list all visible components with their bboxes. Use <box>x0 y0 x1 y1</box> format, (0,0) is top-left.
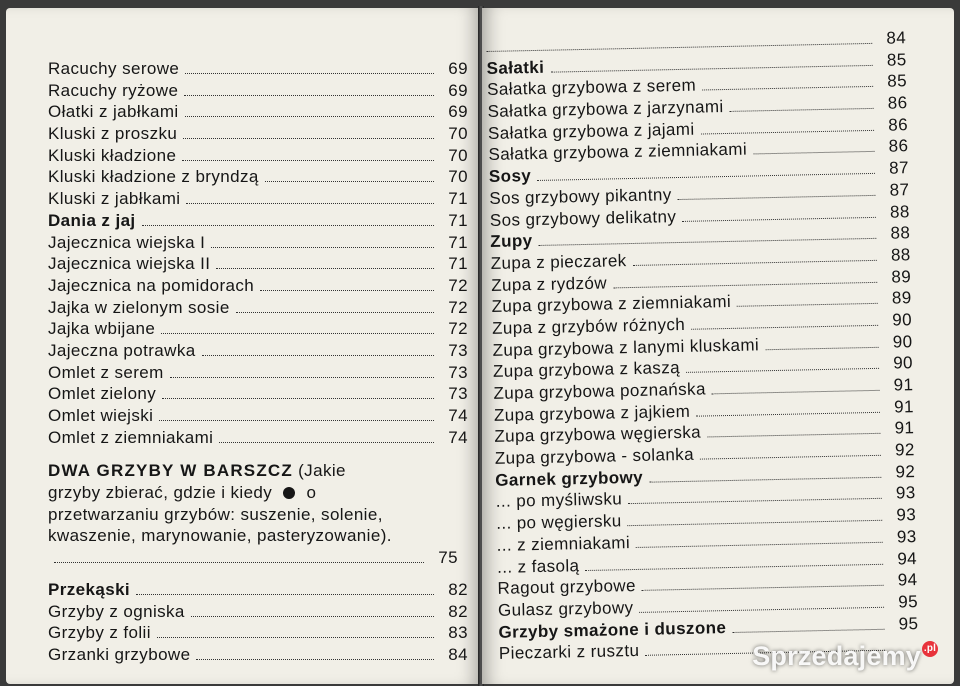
left-toc-entry <box>48 188 468 210</box>
left-toc-entry <box>48 601 468 623</box>
entry-page-number: 89 <box>891 266 912 287</box>
left-toc-entry <box>48 383 468 405</box>
dot-leader <box>640 607 885 613</box>
section-page-number: 75 <box>438 548 458 568</box>
entry-page-number: 93 <box>895 483 916 503</box>
entry-title: ... po myśliwsku <box>495 489 623 512</box>
entry-title: Zupa grzybowa z kaszą <box>492 358 681 382</box>
entry-page-number: 69 <box>448 59 468 78</box>
entry-title: Kluski z jabłkami <box>48 189 181 209</box>
entry-page-number: 71 <box>448 232 468 252</box>
dot-leader <box>765 346 878 349</box>
dot-leader <box>236 312 434 313</box>
dot-leader <box>691 325 878 330</box>
entry-page-number: 71 <box>448 254 468 274</box>
entry-page-number: 69 <box>448 80 468 100</box>
entry-title: Jajka wbijane <box>48 319 156 339</box>
entry-page-number: 93 <box>896 505 917 525</box>
watermark-text: Sprzedajemy <box>752 641 921 671</box>
dot-leader <box>216 268 434 269</box>
entry-title: Omlet z serem <box>48 362 164 382</box>
dot-leader <box>696 412 880 417</box>
entry-title: Zupa grzybowa z jajkiem <box>493 401 691 425</box>
entry-title: Grzyby z folii <box>48 623 151 643</box>
left-section-heading <box>48 210 468 232</box>
dot-leader <box>753 151 874 155</box>
entry-page-number: 92 <box>894 440 915 460</box>
entry-title: Grzyby z ogniska <box>48 601 185 621</box>
entry-page-number: 90 <box>893 353 914 373</box>
entry-title: Omlet wiejski <box>48 406 154 425</box>
entry-page-number: 71 <box>448 189 468 209</box>
dot-leader <box>633 260 877 266</box>
left-entries-bottom <box>48 579 468 666</box>
entry-title: Zupa z grzybów różnych <box>491 314 686 338</box>
entry-title: ... z fasolą <box>496 555 580 577</box>
left-toc-entry <box>48 427 468 449</box>
entry-page-number: 72 <box>448 275 468 295</box>
entry-title: Omlet z ziemniakami <box>48 427 214 447</box>
entry-title: Jajka w zielonym sosie <box>48 297 230 317</box>
entry-title: Sosy <box>488 166 532 187</box>
left-toc-entry <box>48 145 468 167</box>
dot-leader <box>737 303 878 307</box>
entry-page-number: 85 <box>886 49 907 70</box>
entry-title: Sałatka grzybowa z ziemniakami <box>488 139 748 165</box>
entry-page-number: 92 <box>895 461 916 482</box>
entry-title: Racuchy serowe <box>48 59 180 78</box>
dot-leader <box>186 203 434 204</box>
entry-page-number: 71 <box>448 210 468 230</box>
right-toc <box>486 27 919 665</box>
entry-page-number: 73 <box>448 362 468 382</box>
dot-leader <box>678 195 876 200</box>
dot-leader <box>700 455 881 460</box>
dot-leader <box>686 368 879 373</box>
left-section-heading <box>48 579 468 601</box>
left-toc <box>48 58 468 666</box>
entry-title: Sos grzybowy pikantny <box>489 184 672 208</box>
dot-leader <box>730 108 874 112</box>
dot-leader <box>162 398 434 399</box>
entry-page-number: 94 <box>897 570 918 590</box>
entry-page-number: 73 <box>448 384 468 404</box>
watermark-suffix: .pl <box>922 641 938 657</box>
entry-page-number: 88 <box>889 201 910 222</box>
left-toc-entry <box>48 318 468 340</box>
entry-title: ... po węgiersku <box>496 511 622 534</box>
entry-title: Zupa grzybowa z lanymi kluskami <box>492 334 760 360</box>
entry-title: Sałatka grzybowa z serem <box>486 75 697 100</box>
entry-page-number: 84 <box>448 644 468 664</box>
entry-title: Kluski z proszku <box>48 124 178 144</box>
entry-title: ... z ziemniakami <box>496 532 631 555</box>
left-toc-entry <box>48 58 468 80</box>
left-toc-entry <box>48 405 468 427</box>
entry-page-number: 91 <box>894 418 915 438</box>
left-toc-entry <box>48 166 468 188</box>
entry-page-number: 70 <box>448 124 468 144</box>
left-toc-entry <box>48 275 468 297</box>
dot-leader <box>184 95 434 96</box>
entry-page-number: 83 <box>448 623 468 643</box>
entry-title: Kluski kładzione z bryndzą <box>48 167 259 187</box>
dot-leader <box>202 355 434 356</box>
dot-leader <box>211 247 434 248</box>
entry-title: Gulasz grzybowy <box>497 597 634 620</box>
dot-leader <box>702 86 873 91</box>
entry-page-number: 73 <box>448 340 468 360</box>
dot-leader <box>182 160 434 161</box>
entry-title: Sałatki <box>486 57 545 78</box>
entry-title: Zupa grzybowa - solanka <box>494 444 695 468</box>
dot-leader <box>682 216 876 221</box>
entry-page-number: 90 <box>892 331 913 352</box>
entry-page-number: 90 <box>892 310 913 330</box>
entry-page-number: 86 <box>888 114 909 135</box>
entry-page-number: 95 <box>898 613 919 634</box>
entry-title: Ołatki z jabłkami <box>48 102 179 122</box>
dot-leader <box>196 659 434 660</box>
left-toc-entry <box>48 297 468 319</box>
entry-page-number: 86 <box>887 93 908 113</box>
section-block-dwa-grzyby <box>48 460 458 569</box>
dot-leader <box>136 594 434 595</box>
dot-leader <box>642 585 884 591</box>
left-toc-entry <box>48 232 468 254</box>
left-toc-entry <box>48 80 468 102</box>
dot-leader <box>157 637 434 638</box>
left-toc-entry <box>48 123 468 145</box>
dot-leader <box>183 138 434 139</box>
sprzedajemy-watermark <box>752 641 938 672</box>
entry-title: Jajecznica na pomidorach <box>48 275 255 295</box>
entry-page-number: 84 <box>886 28 907 48</box>
right-page <box>482 8 954 684</box>
dot-leader <box>585 563 883 570</box>
entry-page-number: 82 <box>448 579 468 599</box>
entry-page-number: 88 <box>890 223 911 243</box>
entry-title: Grzyby smażone i duszone <box>498 617 727 642</box>
entry-title: Zupa z rydzów <box>491 273 608 295</box>
dot-leader <box>185 73 434 74</box>
entry-title: Grzanki grzybowe <box>48 644 191 664</box>
entry-title: Przekąski <box>48 579 131 599</box>
dot-leader <box>170 377 434 378</box>
dot-leader <box>712 390 880 395</box>
dot-leader <box>707 433 880 438</box>
section-text-2: o przetwarzaniu grzybów: suszenie, solenie, kwaszenie, marynowanie, pasteryzowanie). <box>48 483 392 546</box>
dot-leader <box>613 281 877 288</box>
left-entries-top <box>48 58 468 448</box>
left-toc-entry <box>48 362 468 384</box>
dot-leader <box>185 116 434 117</box>
entry-page-number: 91 <box>893 375 914 395</box>
entry-page-number: 89 <box>891 288 912 308</box>
left-toc-entry <box>48 622 468 644</box>
entry-title: Sałatka grzybowa z jajami <box>487 119 695 143</box>
right-entries <box>486 27 919 665</box>
entry-title: Racuchy ryżowe <box>48 80 179 100</box>
entry-page-number: 91 <box>893 396 915 417</box>
entry-title: Pieczarki z rusztu <box>498 641 640 664</box>
left-toc-entry <box>48 644 468 666</box>
dot-leader <box>159 420 434 421</box>
entry-page-number: 74 <box>448 427 468 447</box>
section-page-line <box>48 547 458 569</box>
dot-leader <box>732 628 884 632</box>
entry-page-number: 87 <box>889 179 910 200</box>
entry-title: Sos grzybowy delikatny <box>489 206 677 230</box>
entry-title: Kluski kładzione <box>48 145 177 165</box>
entry-page-number: 88 <box>890 245 911 265</box>
entry-title: Zupa grzybowa węgierska <box>494 422 702 447</box>
entry-title: Zupa grzybowa z ziemniakami <box>491 292 732 317</box>
dot-leader <box>265 181 434 182</box>
bullet-icon <box>283 487 295 499</box>
entry-page-number: 87 <box>888 158 910 178</box>
entry-page-number: 72 <box>448 319 468 339</box>
entry-title: Garnek grzybowy <box>495 467 644 490</box>
left-toc-entry <box>48 101 468 123</box>
entry-title: Zupa z pieczarek <box>490 250 627 273</box>
entry-page-number: 70 <box>448 167 468 187</box>
dot-leader <box>628 520 882 526</box>
dot-leader <box>701 130 874 135</box>
section-caps-title: DWA GRZYBY W BARSZCZ <box>48 461 293 481</box>
left-page <box>6 8 480 684</box>
dot-leader <box>260 290 434 291</box>
entry-title: Zupy <box>490 231 533 252</box>
left-toc-entry <box>48 253 468 275</box>
entry-page-number: 69 <box>448 102 468 122</box>
entry-title: Omlet zielony <box>48 384 157 404</box>
entry-page-number: 94 <box>897 548 918 568</box>
dot-leader <box>54 562 424 563</box>
entry-title: Zupa grzybowa poznańska <box>493 379 707 403</box>
dot-leader <box>628 498 882 504</box>
entry-title: Ragout grzybowe <box>497 576 637 599</box>
dot-leader <box>550 65 872 73</box>
entry-page-number: 85 <box>887 71 908 91</box>
section-paragraph <box>48 460 398 547</box>
dot-leader <box>219 442 434 443</box>
section-text-1: (Jakie grzyby zbierać, gdzie i kiedy <box>48 461 346 503</box>
entry-page-number: 74 <box>448 406 468 425</box>
entry-title: Jajecznica wiejska II <box>48 254 211 274</box>
entry-page-number: 72 <box>448 297 468 317</box>
entry-page-number: 82 <box>448 601 468 621</box>
entry-page-number: 86 <box>888 136 909 157</box>
entry-page-number: 93 <box>896 526 917 547</box>
entry-page-number: 95 <box>898 591 919 612</box>
dot-leader <box>649 477 881 483</box>
dot-leader <box>142 225 434 226</box>
entry-title: Sałatka grzybowa z jarzynami <box>487 97 724 122</box>
entry-title: Jajecznica wiejska I <box>48 232 206 252</box>
entry-title: Jajeczna potrawka <box>48 340 196 360</box>
entry-page-number: 70 <box>448 145 468 165</box>
dot-leader <box>161 333 434 334</box>
dot-leader <box>636 542 883 548</box>
left-toc-entry <box>48 340 468 362</box>
dot-leader <box>191 616 434 617</box>
entry-title: Dania z jaj <box>48 210 136 230</box>
